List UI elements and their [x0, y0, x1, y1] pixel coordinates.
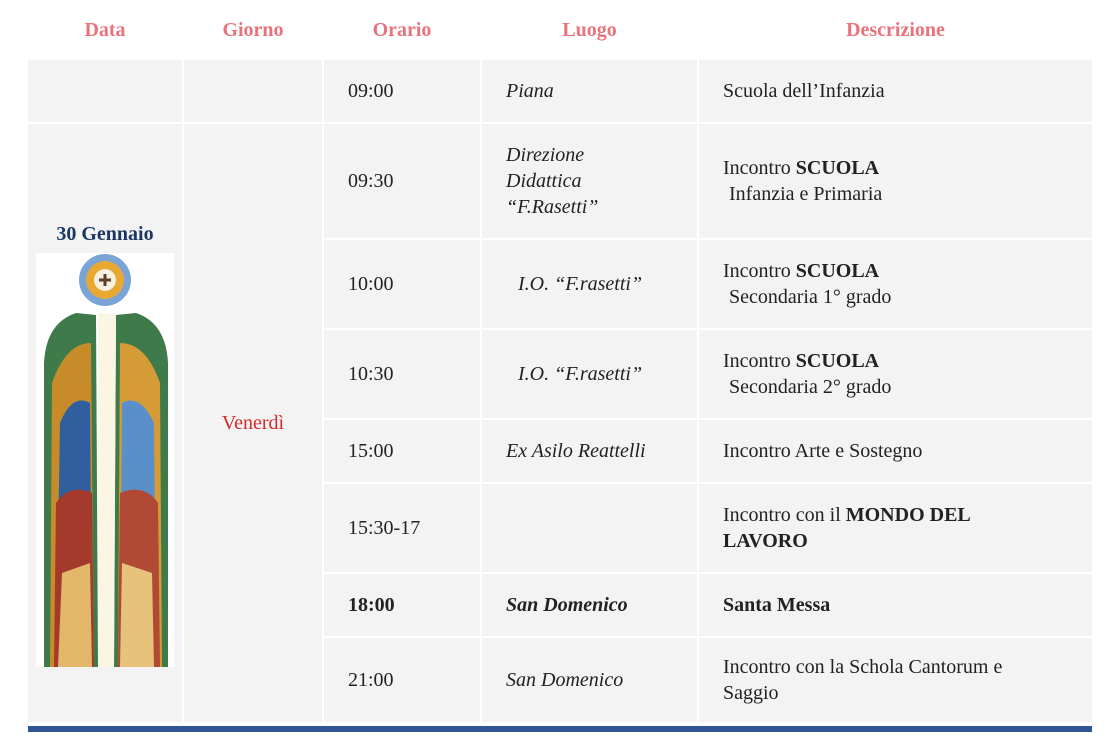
description-cell: Incontro con il MONDO DEL LAVORO — [699, 484, 1092, 572]
data-cell-empty — [28, 60, 182, 122]
time-cell: 10:00 — [324, 240, 480, 328]
time-cell: 10:30 — [324, 330, 480, 418]
place-cell: San Domenico — [482, 574, 697, 636]
stained-glass-artwork — [36, 253, 174, 667]
header-luogo: Luogo — [562, 18, 617, 41]
description-cell: Incontro SCUOLA Infanzia e Primaria — [699, 124, 1092, 238]
header-giorno: Giorno — [222, 18, 284, 41]
place-cell: Ex Asilo Reattelli — [482, 420, 697, 482]
place-cell: Direzione Didattica “F.Rasetti” — [482, 124, 697, 238]
time-cell: 15:30-17 — [324, 484, 480, 572]
giorno-cell-empty — [184, 60, 322, 122]
time-cell: 09:30 — [324, 124, 480, 238]
time-cell: 21:00 — [324, 638, 480, 722]
place-cell: I.O. “F.rasetti” — [482, 330, 697, 418]
data-cell-date — [28, 124, 182, 722]
header-orario: Orario — [372, 18, 432, 41]
time-cell: 18:00 — [324, 574, 480, 636]
time-cell: 15:00 — [324, 420, 480, 482]
description-cell: Scuola dell’Infanzia — [699, 60, 1092, 122]
place-cell: Piana — [482, 60, 697, 122]
place-cell: I.O. “F.rasetti” — [482, 240, 697, 328]
description-cell: Incontro Arte e Sostegno — [699, 420, 1092, 482]
giorno-value: Venerdì — [221, 412, 285, 434]
time-cell: 09:00 — [324, 60, 480, 122]
place-cell — [482, 484, 697, 572]
description-cell: Incontro con la Schola Cantorum e Saggio — [699, 638, 1092, 722]
header-data: Data — [84, 18, 126, 41]
description-cell: Incontro SCUOLA Secondaria 2° grado — [699, 330, 1092, 418]
date-label: 30 Gennaio — [56, 223, 154, 245]
description-cell: Incontro SCUOLA Secondaria 1° grado — [699, 240, 1092, 328]
giorno-cell — [184, 124, 322, 722]
header-descrizione: Descrizione — [846, 18, 945, 41]
bottom-rule — [28, 726, 1092, 732]
description-cell: Santa Messa — [699, 574, 1092, 636]
schedule-table — [28, 60, 1092, 722]
place-cell: San Domenico — [482, 638, 697, 722]
